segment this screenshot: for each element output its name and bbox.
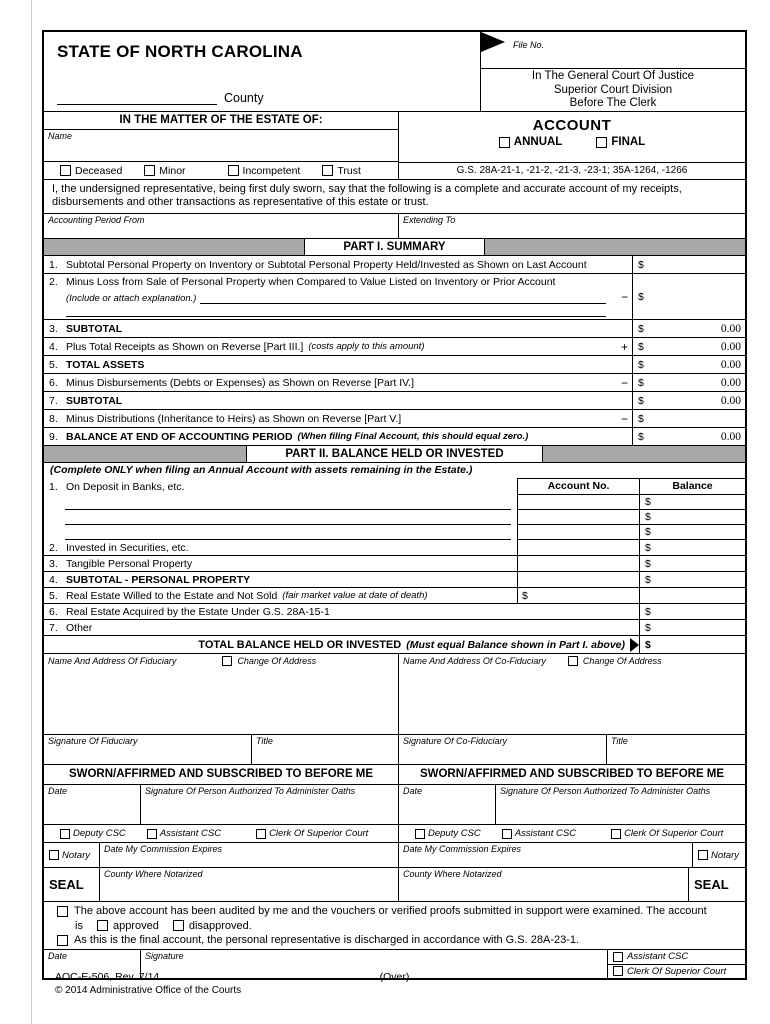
row-number: 5. [49, 358, 58, 371]
dollar-sign: $ [638, 358, 644, 371]
fiduciary-name-label: Name And Address Of Fiduciary [48, 656, 177, 666]
deceased-checkbox[interactable] [60, 165, 71, 176]
court-line-3: Before The Clerk [569, 97, 657, 109]
row-note: (fair market value at date of death) [282, 590, 428, 601]
deputy-csc-checkbox[interactable] [415, 829, 425, 839]
part2-note: (Complete ONLY when filing an Annual Account with assets remaining in the Estate.) [50, 464, 473, 476]
dollar-sign: $ [645, 526, 651, 538]
approved-checkbox[interactable] [97, 920, 108, 931]
fiduciary-column [44, 654, 399, 764]
row-number: 1. [49, 480, 58, 493]
row-text: Minus Loss from Sale of Personal Property when Compared to Value Listed on Inventory or Prior Account [66, 276, 556, 288]
fiduciary-name-address-field[interactable] [44, 654, 398, 734]
summary-row-2-amount[interactable] [632, 274, 745, 319]
audited-text: The above account has been audited by me and the vouchers or verified proofs submitted in support were examined. The account [74, 905, 707, 917]
page-edge [31, 0, 32, 1024]
dollar-sign: $ [645, 557, 651, 570]
account-no-header: Account No. [517, 478, 639, 495]
balance-field[interactable] [639, 588, 745, 603]
county-notarized-field[interactable] [100, 868, 398, 901]
commission-expires-field[interactable] [399, 843, 693, 867]
dollar-sign: $ [638, 258, 644, 271]
oath-statement: I, the undersigned representative, being first duly sworn, say that the following is a complete and accurate account of my receipts, disbursements and other transactions as representative of this estate or trust. [44, 180, 745, 214]
summary-row-9-amount[interactable] [632, 428, 745, 445]
total-note: (Must equal Balance shown in Part I. above) [406, 638, 625, 651]
name-label: Name [48, 131, 73, 141]
part2-row-2 [44, 540, 745, 556]
commission-expires-label: Date My Commission Expires [104, 844, 223, 854]
seal-label: SEAL [694, 877, 729, 892]
approved-label: approved [112, 919, 159, 932]
notary-checkbox[interactable] [698, 850, 708, 860]
amount-value: 0.00 [720, 322, 741, 335]
balance-field[interactable] [639, 604, 745, 619]
dollar-sign: $ [638, 394, 644, 407]
final-label: FINAL [611, 136, 646, 148]
summary-row-7-amount[interactable] [632, 392, 745, 409]
row-number: 9. [49, 430, 58, 443]
balance-field[interactable] [639, 525, 745, 540]
part2-header-bar [44, 446, 745, 463]
dollar-sign: $ [645, 621, 651, 634]
deceased-option [60, 165, 122, 177]
county-label: County [224, 91, 264, 105]
bank-name-line[interactable] [65, 526, 511, 540]
row-text: SUBTOTAL [66, 322, 123, 335]
row-text: Other [66, 621, 93, 634]
dollar-sign: $ [638, 376, 644, 389]
balance-header: Balance [639, 478, 745, 495]
row-number: 2. [49, 541, 58, 554]
summary-row-2-desc [44, 274, 632, 319]
row-note: (costs apply to this amount) [308, 341, 425, 352]
row-text: Real Estate Acquired by the Estate Under G.S. 28A-15-1 [66, 605, 330, 618]
summary-row-4 [44, 338, 745, 356]
deputy-csc-option [60, 828, 126, 839]
summary-row-3-amount[interactable] [632, 320, 745, 337]
clerk-checkbox[interactable] [611, 829, 621, 839]
disapproved-checkbox[interactable] [173, 920, 184, 931]
deposit-row-1 [44, 495, 745, 510]
commission-expires-label: Date My Commission Expires [403, 844, 522, 854]
audit-section [44, 902, 745, 978]
deposit-row-2 [44, 510, 745, 525]
aoc-e-506-form [42, 30, 747, 980]
annual-checkbox[interactable] [499, 137, 510, 148]
title-label: Title [256, 736, 273, 746]
header-left [44, 32, 481, 111]
row-number: 6. [49, 376, 58, 389]
accounting-period-from-label: Accounting Period From [48, 215, 145, 225]
assistant-csc-checkbox[interactable] [502, 829, 512, 839]
court-line-2: Superior Court Division [553, 83, 673, 96]
row-number: 8. [49, 412, 58, 425]
header-right [481, 32, 745, 111]
notary-option [44, 843, 100, 867]
date-label: Date [403, 786, 423, 796]
balance-field[interactable] [639, 495, 745, 510]
statute-reference: G.S. 28A-21-1, -21-2, -21-3, -23-1; 35A-1264, -1266 [399, 162, 745, 179]
copyright: © 2014 Administrative Office of the Courts [55, 985, 242, 996]
co-fiduciary-name-address-field[interactable] [399, 654, 745, 734]
incompetent-checkbox[interactable] [228, 165, 239, 176]
title-label: Title [611, 736, 628, 746]
accounting-period-from-field[interactable] [44, 214, 399, 238]
row-text: SUBTOTAL [66, 394, 123, 407]
total-balance-field[interactable] [639, 636, 745, 653]
account-no-field[interactable] [517, 540, 639, 555]
estate-name-field[interactable] [44, 130, 398, 162]
approved-option [97, 920, 159, 932]
county-notarized-field[interactable] [399, 868, 689, 901]
dollar-sign: $ [645, 541, 651, 554]
row-number: 5. [49, 589, 58, 602]
court-line-1: In The General Court Of Justice [531, 70, 695, 82]
co-fiduciary-column [399, 654, 745, 764]
summary-row-6-amount[interactable] [632, 374, 745, 391]
account-no-field[interactable] [517, 510, 639, 525]
fiduciary-section [44, 654, 745, 765]
balance-field[interactable] [639, 556, 745, 571]
row-operator: − [620, 375, 628, 390]
part2-row-7 [44, 620, 745, 636]
commission-expires-field[interactable] [100, 843, 398, 867]
dollar-sign: $ [645, 496, 651, 508]
part2-title: PART II. BALANCE HELD OR INVESTED [246, 446, 542, 462]
fmv-amount-field[interactable] [517, 588, 639, 603]
assistant-csc-checkbox[interactable] [147, 829, 157, 839]
summary-row-3 [44, 320, 745, 338]
change-of-address-label: Change Of Address [582, 656, 662, 666]
county-input[interactable] [57, 93, 217, 105]
row-text: Plus Total Receipts as Shown on Reverse [Part III.] [66, 340, 304, 353]
row-number: 7. [49, 621, 58, 634]
co-fiduciary-signature-field[interactable] [399, 735, 607, 764]
part2-row-3 [44, 556, 745, 572]
row-text: Minus Disbursements (Debts or Expenses) as Shown on Reverse [Part IV.] [66, 376, 415, 389]
summary-row-8 [44, 410, 745, 428]
deputy-csc-label: Deputy CSC [428, 828, 481, 839]
account-title: ACCOUNT [532, 117, 612, 134]
notary-checkbox[interactable] [49, 850, 59, 860]
sworn-date-field[interactable] [399, 785, 496, 824]
dollar-sign: $ [638, 430, 644, 443]
county-notarized-label: County Where Notarized [104, 869, 203, 879]
estate-column [44, 112, 399, 179]
fiduciary-title-field[interactable] [252, 735, 398, 764]
sworn-right [399, 765, 745, 901]
change-of-address-label: Change Of Address [237, 656, 317, 666]
balance-field[interactable] [639, 620, 745, 635]
amount-value: 0.00 [720, 430, 741, 443]
row-text: Real Estate Willed to the Estate and Not Sold [66, 589, 278, 602]
assistant-csc-option [502, 828, 576, 839]
dollar-sign: $ [645, 511, 651, 523]
row-text: Invested in Securities, etc. [66, 541, 189, 554]
minor-checkbox[interactable] [144, 165, 155, 176]
date-label: Date [48, 951, 68, 961]
summary-row-7 [44, 392, 745, 410]
county-notarized-label: County Where Notarized [403, 869, 502, 879]
part2-row-6 [44, 604, 745, 620]
part2-row-5 [44, 588, 745, 604]
row-text: TOTAL ASSETS [66, 358, 145, 371]
row-text: BALANCE AT END OF ACCOUNTING PERIOD [66, 430, 293, 443]
trust-checkbox[interactable] [322, 165, 333, 176]
balance-field[interactable] [639, 540, 745, 555]
total-label: TOTAL BALANCE HELD OR INVESTED [198, 638, 402, 651]
form-number: AOC-E-506, Rev. 7/14 [55, 971, 160, 983]
row-text: SUBTOTAL - PERSONAL PROPERTY [66, 573, 251, 586]
row-text: On Deposit in Banks, etc. [66, 480, 185, 493]
part2-row-4 [44, 572, 745, 588]
balance-field[interactable] [639, 510, 745, 525]
dollar-sign: $ [638, 290, 644, 303]
bank-name-line[interactable] [65, 496, 511, 510]
summary-row-5-amount[interactable] [632, 356, 745, 373]
oath-officer-signature-field[interactable] [496, 785, 745, 824]
deputy-csc-option [415, 828, 481, 839]
amount-value: 0.00 [720, 376, 741, 389]
part1-title: PART I. SUMMARY [304, 239, 484, 255]
audited-checkbox[interactable] [57, 906, 68, 917]
summary-row-6 [44, 374, 745, 392]
estate-status-row [44, 162, 398, 179]
sworn-section [44, 765, 745, 902]
part1-header-bar [44, 239, 745, 256]
part2-total-row [44, 636, 745, 654]
form-footer [42, 971, 747, 996]
summary-row-4-amount[interactable] [632, 338, 745, 355]
extending-to-field[interactable] [399, 214, 745, 238]
deputy-csc-label: Deputy CSC [73, 828, 126, 839]
row-number: 7. [49, 394, 58, 407]
clerk-label: Clerk Of Superior Court [624, 828, 724, 839]
row-operator: − [620, 289, 628, 304]
notary-label: Notary [62, 849, 90, 861]
trust-label: Trust [337, 164, 361, 177]
notary-option [693, 843, 745, 867]
final-option [596, 136, 645, 148]
flag-icon [481, 32, 505, 52]
seal-label: SEAL [44, 868, 100, 901]
clerk-label: Clerk Of Superior Court [627, 965, 727, 977]
fiduciary-signature-field[interactable] [44, 735, 252, 764]
disapproved-label: disapproved. [188, 919, 252, 932]
assistant-csc-label: Assistant CSC [627, 951, 689, 963]
clerk-option [256, 828, 368, 839]
row-text: Subtotal Personal Property on Inventory or Subtotal Personal Property Held/Invested as Shown on Last Account [66, 258, 587, 271]
incompetent-label: Incompetent [242, 164, 301, 177]
dollar-sign: $ [645, 605, 651, 618]
summary-row-2 [44, 274, 745, 320]
deceased-label: Deceased [75, 164, 123, 177]
date-label: Date [48, 786, 68, 796]
fiduciary-signature-label: Signature Of Fiduciary [48, 736, 138, 746]
trust-option [322, 165, 361, 177]
sworn-title: SWORN/AFFIRMED AND SUBSCRIBED TO BEFORE ME [44, 765, 398, 785]
dollar-sign: $ [638, 322, 644, 335]
row-number: 3. [49, 557, 58, 570]
estate-section-title: IN THE MATTER OF THE ESTATE OF: [44, 112, 398, 130]
oath-officer-signature-label: Signature Of Person Authorized To Administer Oaths [500, 786, 711, 796]
final-discharge-checkbox[interactable] [57, 935, 68, 946]
dollar-sign: $ [638, 340, 644, 353]
notary-label: Notary [711, 849, 739, 861]
row-note: (Include or attach explanation.) [66, 293, 197, 304]
co-fiduciary-title-field[interactable] [607, 735, 745, 764]
summary-row-8-amount[interactable] [632, 410, 745, 427]
county-line [57, 91, 264, 105]
row-operator: − [620, 411, 628, 426]
assistant-csc-label: Assistant CSC [159, 828, 222, 839]
row-number: 4. [49, 573, 58, 586]
clerk-label: Clerk Of Superior Court [269, 828, 369, 839]
row-operator: + [620, 339, 628, 354]
assistant-csc-checkbox[interactable] [613, 952, 623, 962]
oath-officer-signature-field[interactable] [141, 785, 398, 824]
row-text: Minus Distributions (Inheritance to Heirs) as Shown on Reverse [Part V.] [66, 412, 402, 425]
change-of-address-checkbox[interactable] [568, 656, 578, 666]
account-no-field[interactable] [517, 572, 639, 587]
file-no-label: File No. [513, 40, 545, 50]
court-heading [481, 69, 745, 111]
extending-to-label: Extending To [403, 215, 456, 225]
account-no-field[interactable] [517, 495, 639, 510]
annual-option [499, 136, 563, 148]
annual-label: ANNUAL [513, 136, 563, 148]
row-number: 6. [49, 605, 58, 618]
assistant-csc-option [147, 828, 221, 839]
row-note: (When filing Final Account, this should equal zero.) [297, 431, 529, 442]
amount-value: 0.00 [720, 394, 741, 407]
dollar-sign: $ [522, 589, 528, 602]
sworn-date-field[interactable] [44, 785, 141, 824]
bank-name-line[interactable] [65, 511, 511, 525]
dollar-sign: $ [645, 638, 651, 651]
accounting-period-row [44, 214, 745, 239]
discharge-text: As this is the final account, the personal representative is discharged in accordance with G.S. 28A-23-1. [74, 933, 580, 946]
clerk-checkbox[interactable] [256, 829, 266, 839]
over-text: (Over) [379, 971, 410, 983]
assistant-csc-option [608, 950, 745, 964]
sworn-left [44, 765, 399, 901]
summary-row-1-desc [44, 256, 632, 273]
balance-field[interactable] [639, 572, 745, 587]
assistant-csc-label: Assistant CSC [514, 828, 577, 839]
co-fiduciary-name-label: Name And Address Of Co-Fiduciary [403, 656, 546, 666]
change-of-address-checkbox[interactable] [222, 656, 232, 666]
sworn-title: SWORN/AFFIRMED AND SUBSCRIBED TO BEFORE ME [399, 765, 745, 785]
minor-option [144, 165, 185, 177]
estate-account-section [44, 112, 745, 180]
incompetent-option [228, 165, 301, 177]
row-number: 1. [49, 258, 58, 271]
clerk-option [611, 828, 723, 839]
oath-officer-signature-label: Signature Of Person Authorized To Administer Oaths [145, 786, 356, 796]
amount-value: 0.00 [720, 358, 741, 371]
amount-value: 0.00 [720, 340, 741, 353]
deputy-csc-checkbox[interactable] [60, 829, 70, 839]
dollar-sign: $ [645, 573, 651, 586]
row-text: Tangible Personal Property [66, 557, 193, 570]
row-number: 3. [49, 322, 58, 335]
summary-row-9 [44, 428, 745, 446]
form-header [44, 32, 745, 112]
deposit-row-3 [44, 525, 745, 540]
row-number: 2. [49, 276, 58, 288]
row-number: 4. [49, 340, 58, 353]
account-no-field[interactable] [517, 556, 639, 571]
account-type-row [399, 136, 745, 148]
dollar-sign: $ [638, 412, 644, 425]
disapproved-option [173, 920, 252, 932]
account-column [399, 112, 745, 179]
summary-row-5 [44, 356, 745, 374]
explanation-line-2[interactable] [66, 304, 606, 317]
minor-label: Minor [159, 164, 186, 177]
explanation-line-1[interactable] [200, 292, 606, 304]
file-no-field[interactable] [481, 32, 745, 69]
final-checkbox[interactable] [596, 137, 607, 148]
account-heading [399, 112, 745, 162]
arrow-right-icon [630, 638, 639, 652]
signature-label: Signature [145, 951, 184, 961]
summary-row-1 [44, 256, 745, 274]
deposit-header-row [44, 478, 745, 495]
state-title: STATE OF NORTH CAROLINA [57, 42, 303, 61]
co-fiduciary-signature-label: Signature Of Co-Fiduciary [403, 736, 508, 746]
summary-row-1-amount[interactable] [632, 256, 745, 273]
is-text: is [75, 919, 83, 932]
account-no-field[interactable] [517, 525, 639, 540]
